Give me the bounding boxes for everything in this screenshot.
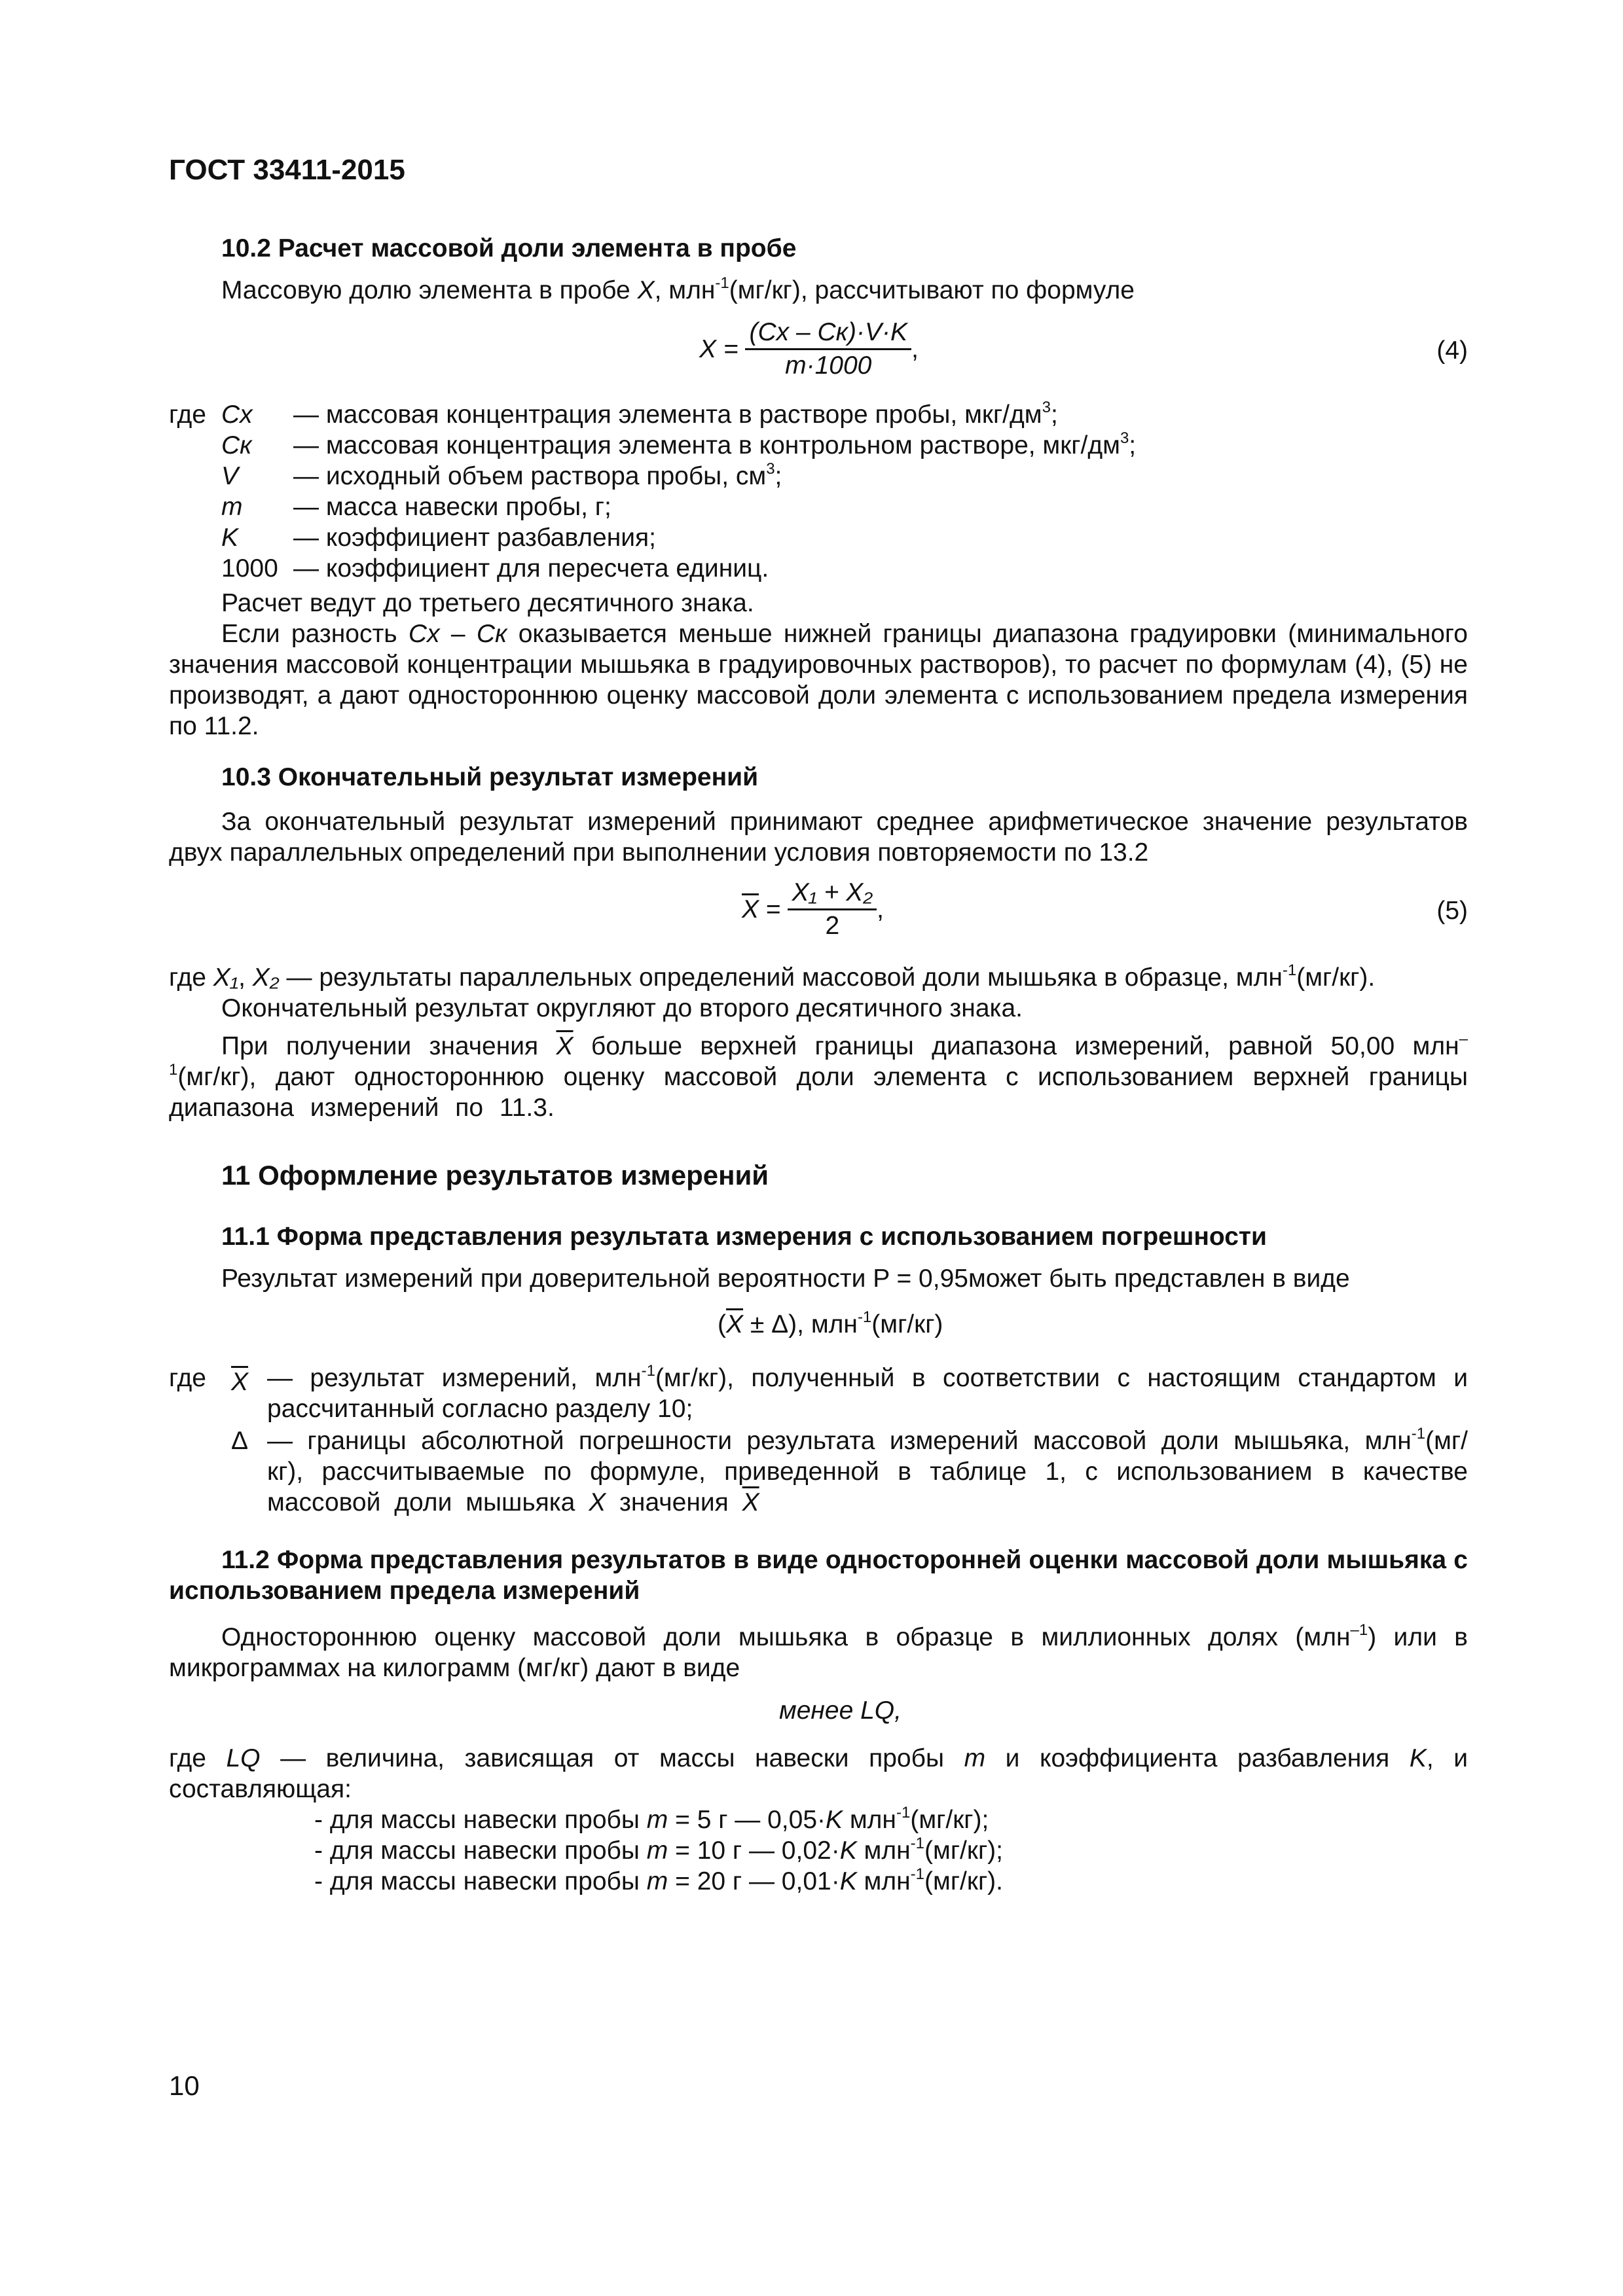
where-label: где [169,401,206,429]
section-11-1-title: 11.1 Форма представления результата измерения с использованием погрешности [221,1223,1267,1251]
where-label: где [169,1364,206,1392]
equation-number-5: (5) [1436,897,1468,925]
def-delta-text: — границы абсолютной погрешности результата измерений массовой доли мышьяка, млн$^{-1}$(мг/кг), рассчитываемые по формуле, приведенной в таблице 1, с использованием в качестве массовой доли мышьяка X значения $\overline{X}$ [267,1425,1468,1516]
list-item: - для массы навески пробы m = 10 г — 0,02·K млн$^{-1}$(мг/кг); [314,1835,1003,1865]
page-number: 10 [169,2070,200,2101]
lq-definition: где LQ — величина, зависящая от массы навески пробы m и коэффициента разбавления K, и составляющая: [169,1744,1468,1803]
definition-row: Cк — массовая концентрация элемента в контрольном растворе, мкг/$дм^3$; [221,429,1137,459]
section-11-2-paragraph: Одностороннюю оценку массовой доли мышьяка в образце в миллионных долях (млн$^{-1}$) или в микрограммах на килограмм (мг/кг) дают в виде [169,1621,1468,1682]
def-symbol-delta: Δ [231,1427,249,1455]
calibration-range-paragraph: Если разность Cх – Cк оказывается меньше нижней границы диапазона градуировки (минимального значения массовой концентрации мышьяка в градуировочных растворов), то расчет по формулам (4), (5) не производят, а дают одностороннюю оценку массовой доли элемента с использованием предела измерения по 11.2. [169,620,1468,740]
list-item: - для массы навески пробы m = 20 г — 0,01·K млн$^{-1}$(мг/кг). [314,1865,1003,1895]
calc-precision-note: Расчет ведут до третьего десятичного знака. [221,589,754,617]
formula-5-definition: где X₁, X₂ — результаты параллельных определений массовой доли мышьяка в образце, млн$^{-1}$(мг/кг). [169,961,1376,992]
formula-4: X = $\frac{(Cх - Cк)\cdot V\cdot K}{m\cdot 1000}$ , (4) [699,318,1468,380]
result-definitions [169,1363,1468,1533]
formula-5: $\overline{X}$ = $\frac{\text{X₁ + X₂}}{2}$ , (5) [742,878,1468,940]
equation-number-4: (4) [1436,336,1468,365]
section-10-2-intro: Массовую долю элемента в пробе X, млн$^{-1}$(мг/кг), рассчитывают по формуле [221,274,1135,304]
definition-row: K — коэффициент разбавления; [221,524,656,552]
definition-row: m — масса навески пробы, г; [221,493,611,521]
list-item: - для массы навески пробы m = 5 г — 0,05·K млн$^{-1}$(мг/кг); [314,1804,989,1834]
def-symbol-xbar: $\overline{X}$ [231,1368,249,1396]
section-11-title: 11 Оформление результатов измерений [221,1160,769,1191]
formula-4-definitions [169,399,1468,589]
section-10-3-paragraph: За окончательный результат измерений принимают среднее арифметическое значение результатов двух параллельных определений при выполнении условия повторяемости по 13.2 [169,808,1468,867]
section-11-2-title: 11.2 Форма представления результатов в виде односторонней оценки массовой доли мышьяка с использованием предела измерений [169,1546,1468,1605]
document-code: ГОСТ 33411-2015 [169,154,405,186]
def-xbar-text: — результат измерений, млн$^{-1}$(мг/кг), полученный в соответствии с настоящим стандартом и рассчитанный согласно разделу 10; [267,1362,1468,1423]
upper-range-paragraph: При получении значения $\overline{X}$ больше верхней границы диапазона измерений, равной 50,00 млн$^{-1}$(мг/кг), дают одностороннюю оценку массовой доли элемента с использованием верхней границы диапазона измерений по 11.3. [169,1030,1468,1122]
definition-row: V — исходный объем раствора пробы, $см^3$; [221,460,782,490]
definition-row: Cх — массовая концентрация элемента в растворе пробы, мкг/$дм^3$; [221,399,1058,429]
section-10-2-title: 10.2 Расчет массовой доли элемента в пробе [221,234,797,262]
lq-list [314,1804,1003,1897]
result-expression: $(\overline{X} \pm \Delta)$, млн$^{-1}$(мг/кг) [718,1308,943,1338]
section-11-1-paragraph: Результат измерений при доверительной вероятности P = 0,95может быть представлен в виде [221,1265,1350,1293]
definition-row: 1000 — коэффициент для пересчета единиц. [221,554,769,583]
rounding-note: Окончательный результат округляют до второго десятичного знака. [221,994,1023,1022]
section-10-3-title: 10.3 Окончательный результат измерений [221,763,759,791]
lq-expression: менее LQ, [779,1696,902,1725]
